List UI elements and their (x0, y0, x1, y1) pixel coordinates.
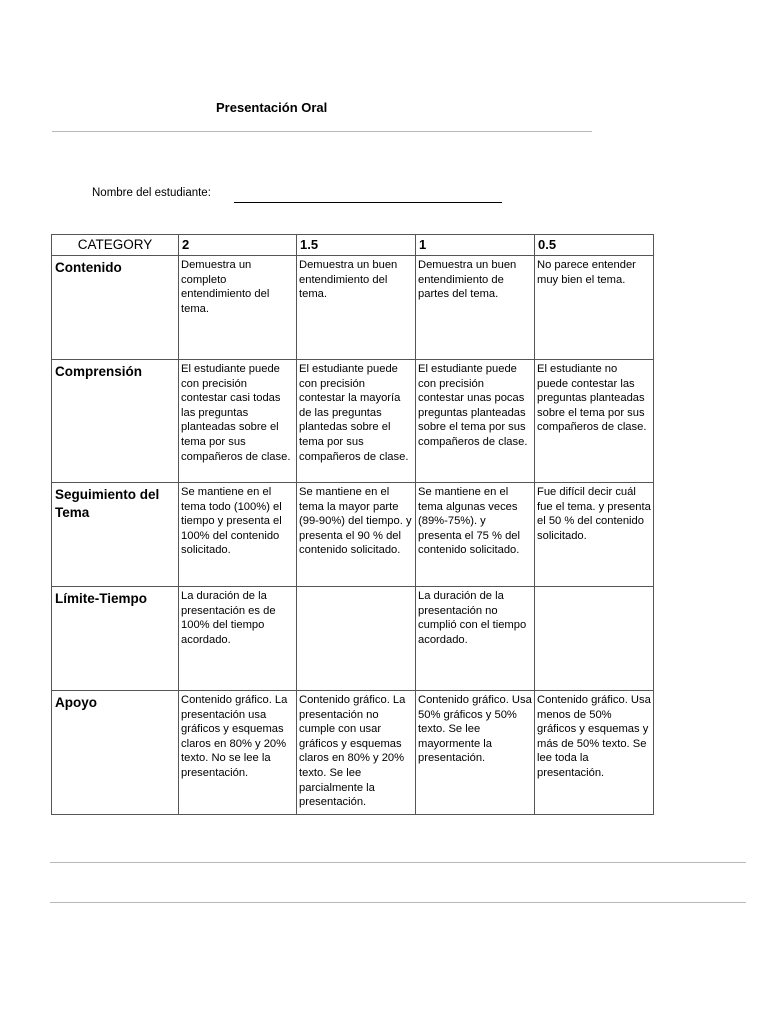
student-name-label: Nombre del estudiante: (92, 187, 211, 199)
rubric-cell: Demuestra un completo entendimiento del tema. (179, 256, 297, 360)
criterion-label: Apoyo (52, 691, 179, 815)
rubric-cell: Contenido gráfico. Usa 50% gráficos y 50% texto. Se lee mayormente la presentación. (416, 691, 535, 815)
rubric-cell: Demuestra un buen entendimiento del tema. (297, 256, 416, 360)
rubric-cell: Se mantiene en el tema la mayor parte (99-90%) del tiempo. y presenta el 90 % del contenido solicitado. (297, 483, 416, 587)
rubric-row-apoyo (52, 691, 654, 815)
rubric-cell: El estudiante no puede contestar las preguntas planteadas sobre el tema por sus compañeros de clase. (535, 360, 654, 483)
header-score-0-5: 0.5 (535, 235, 654, 256)
criterion-label: Comprensión (52, 360, 179, 483)
rubric-cell: Contenido gráfico. La presentación no cumple con usar gráficos y esquemas claros en 80% y 20% texto. Se lee parcialmente la presentación. (297, 691, 416, 815)
rubric-row-comprension (52, 360, 654, 483)
footer-divider-2 (50, 902, 746, 903)
rubric-cell: El estudiante puede con precisión contestar la mayoría de las preguntas plantedas sobre el tema por sus compañeros de clase. (297, 360, 416, 483)
criterion-label: Límite-Tiempo (52, 587, 179, 691)
rubric-cell: El estudiante puede con precisión contestar unas pocas preguntas planteadas sobre el tema por sus compañeros de clase. (416, 360, 535, 483)
rubric-cell: Demuestra un buen entendimiento de partes del tema. (416, 256, 535, 360)
footer-divider-1 (50, 862, 746, 863)
header-category: CATEGORY (52, 235, 179, 256)
rubric-row-contenido (52, 256, 654, 360)
header-divider (52, 131, 592, 132)
rubric-cell: Contenido gráfico. La presentación usa gráficos y esquemas claros en 80% y 20% texto. No se lee la presentación. (179, 691, 297, 815)
rubric-cell: La duración de la presentación no cumplió con el tiempo acordado. (416, 587, 535, 691)
rubric-row-limite-tiempo (52, 587, 654, 691)
rubric-cell: Contenido gráfico. Usa menos de 50% gráficos y esquemas y más de 50% texto. Se lee toda la presentación. (535, 691, 654, 815)
rubric-header-row (52, 235, 654, 256)
rubric-cell (297, 587, 416, 691)
rubric-table (51, 234, 654, 815)
rubric-cell: Fue difícil decir cuál fue el tema. y presenta el 50 % del contenido solicitado. (535, 483, 654, 587)
header-score-1-5: 1.5 (297, 235, 416, 256)
rubric-row-seguimiento (52, 483, 654, 587)
rubric-cell: La duración de la presentación es de 100% del tiempo acordado. (179, 587, 297, 691)
criterion-label: Seguimiento del Tema (52, 483, 179, 587)
rubric-cell: No parece entender muy bien el tema. (535, 256, 654, 360)
rubric-cell: El estudiante puede con precisión contestar casi todas las preguntas planteadas sobre el tema por sus compañeros de clase. (179, 360, 297, 483)
header-score-2: 2 (179, 235, 297, 256)
header-score-1: 1 (416, 235, 535, 256)
document-title: Presentación Oral (216, 100, 328, 115)
rubric-cell: Se mantiene en el tema algunas veces (89%-75%). y presenta el 75 % del contenido solicitado. (416, 483, 535, 587)
rubric-cell: Se mantiene en el tema todo (100%) el tiempo y presenta el 100% del contenido solicitado. (179, 483, 297, 587)
rubric-cell (535, 587, 654, 691)
student-name-blank-line (234, 202, 502, 203)
criterion-label: Contenido (52, 256, 179, 360)
